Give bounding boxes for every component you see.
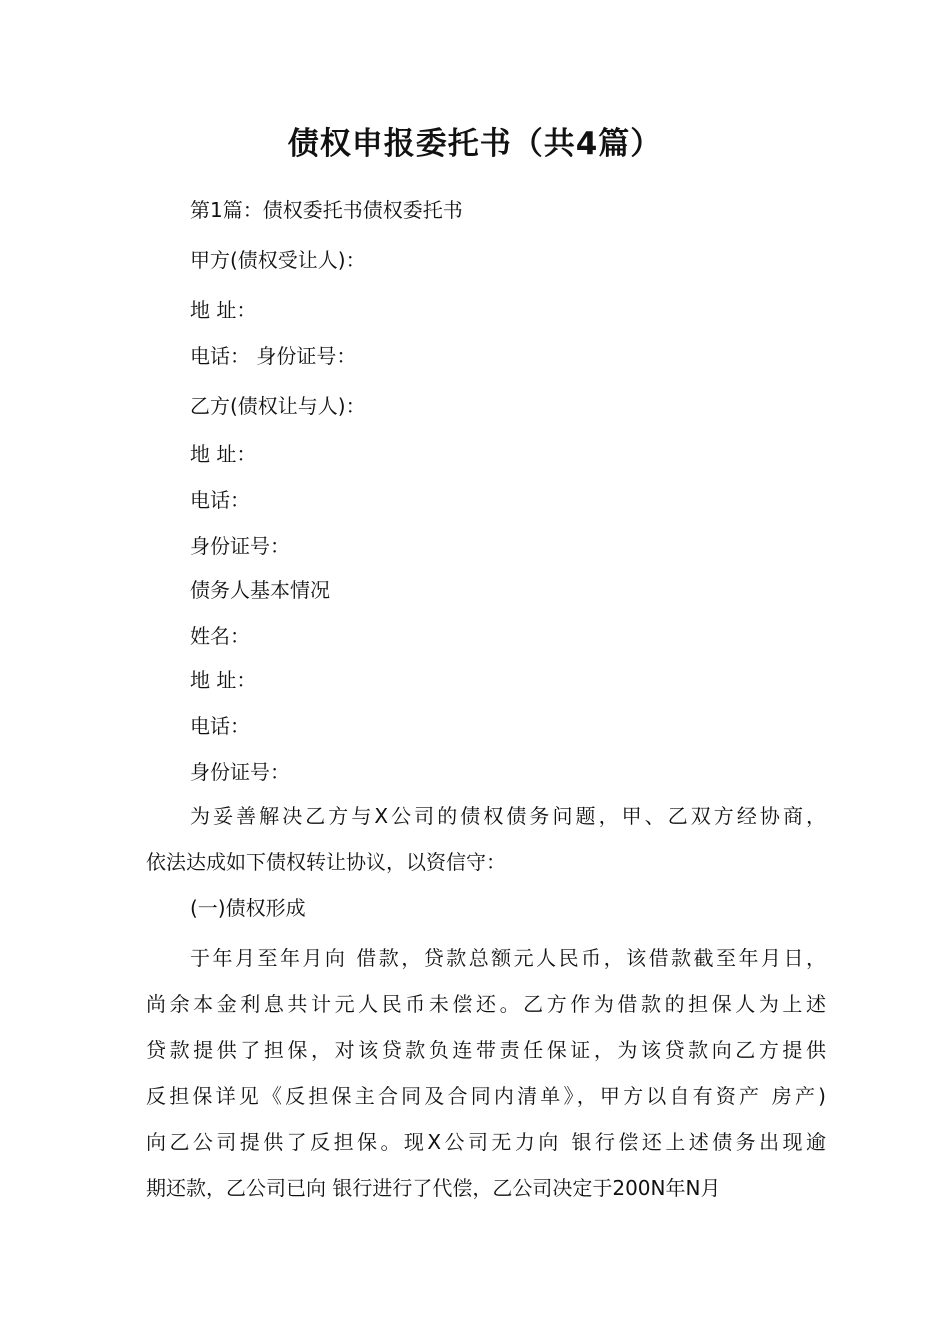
agreement-intro-paragraph xyxy=(146,793,826,885)
paragraph-line: 尚余本金利息共计元人民币未偿还。乙方作为借款的担保人为上述 xyxy=(146,992,826,1016)
paragraph-line: 于年月至年月向 借款，贷款总额元人民币，该借款截至年月日， xyxy=(190,946,826,970)
paragraph-line: 依法达成如下债权转让协议，以资信守： xyxy=(146,850,506,874)
debtor-info-heading: 债务人基本情况 xyxy=(190,578,330,602)
party-b-phone: 电话： xyxy=(190,488,250,512)
article-heading: 第1篇：债权委托书债权委托书 xyxy=(190,198,463,222)
party-a-phone-id: 电话： 身份证号： xyxy=(190,344,357,368)
paragraph-line: 贷款提供了担保，对该贷款负连带责任保证，为该贷款向乙方提供 xyxy=(146,1038,826,1062)
debtor-address: 地 址： xyxy=(190,668,257,692)
paragraph-line: 向乙公司提供了反担保。现X公司无力向 银行偿还上述债务出现逾 xyxy=(146,1130,826,1154)
paragraph-line: 期还款，乙公司已向 银行进行了代偿，乙公司决定于200N年N月 xyxy=(146,1176,721,1200)
paragraph-line: 为妥善解决乙方与X公司的债权债务问题，甲、乙双方经协商， xyxy=(190,804,826,828)
party-a-label: 甲方(债权受让人)： xyxy=(190,248,366,272)
party-b-address: 地 址： xyxy=(190,442,257,466)
party-b-label: 乙方(债权让与人)： xyxy=(190,394,366,418)
paragraph-line: 反担保详见《反担保主合同及合同内清单》，甲方以自有资产 房产) xyxy=(146,1084,826,1108)
debt-formation-paragraph xyxy=(146,935,826,1211)
section-heading: (一)债权形成 xyxy=(190,896,306,920)
party-b-id: 身份证号： xyxy=(190,534,290,558)
debtor-name: 姓名： xyxy=(190,624,250,648)
debtor-phone: 电话： xyxy=(190,714,250,738)
party-a-address: 地 址： xyxy=(190,298,257,322)
debtor-id: 身份证号： xyxy=(190,760,290,784)
document-title: 债权申报委托书（共4篇） xyxy=(287,126,663,162)
